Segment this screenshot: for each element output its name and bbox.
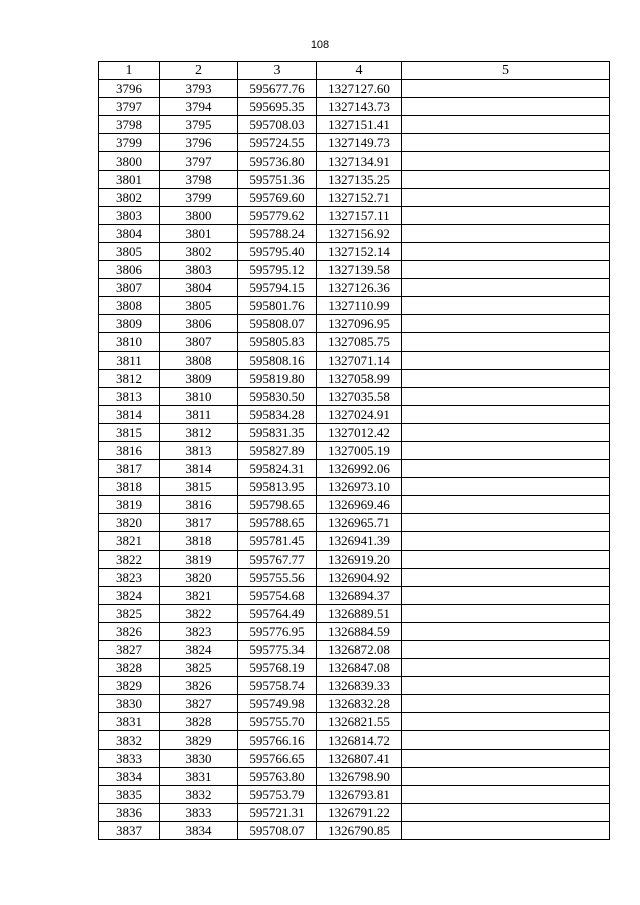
table-cell: [402, 98, 610, 116]
table-cell: 595824.31: [238, 460, 317, 478]
table-cell: 3810: [99, 333, 160, 351]
table-cell: [402, 116, 610, 134]
table-row: [99, 586, 610, 604]
table-cell: [402, 460, 610, 478]
table-cell: 3809: [160, 369, 238, 387]
table-cell: 595827.89: [238, 441, 317, 459]
table-cell: 3803: [160, 261, 238, 279]
table-row: [99, 261, 610, 279]
table-cell: 3804: [99, 224, 160, 242]
table-cell: 3817: [99, 460, 160, 478]
table-cell: 3819: [99, 496, 160, 514]
table-cell: [402, 604, 610, 622]
table-cell: [402, 333, 610, 351]
table-cell: 595763.80: [238, 767, 317, 785]
table-cell: 3807: [99, 279, 160, 297]
table-cell: 3823: [99, 568, 160, 586]
table-cell: 1327110.99: [317, 297, 402, 315]
table-cell: 595708.07: [238, 821, 317, 839]
table-cell: [402, 387, 610, 405]
table-header: [99, 62, 610, 80]
table-cell: 595769.60: [238, 188, 317, 206]
table-cell: 595751.36: [238, 170, 317, 188]
table-cell: [402, 821, 610, 839]
table-cell: 3809: [99, 315, 160, 333]
column-header: 2: [160, 62, 238, 80]
table-row: [99, 242, 610, 260]
table-cell: [402, 170, 610, 188]
table-cell: 1327058.99: [317, 369, 402, 387]
table-cell: 1327012.42: [317, 423, 402, 441]
table-row: [99, 152, 610, 170]
table-cell: [402, 550, 610, 568]
table-row: [99, 188, 610, 206]
table-cell: 3821: [99, 532, 160, 550]
table-cell: 1327157.11: [317, 206, 402, 224]
table-cell: [402, 749, 610, 767]
table-cell: 595695.35: [238, 98, 317, 116]
table-cell: 3820: [99, 514, 160, 532]
table-cell: 3834: [160, 821, 238, 839]
table-row: [99, 224, 610, 242]
table-cell: 1326821.55: [317, 713, 402, 731]
table-cell: 595708.03: [238, 116, 317, 134]
table-cell: [402, 677, 610, 695]
table-cell: 1326894.37: [317, 586, 402, 604]
table-row: [99, 98, 610, 116]
table-cell: [402, 423, 610, 441]
table-row: [99, 315, 610, 333]
table-cell: 3814: [160, 460, 238, 478]
table-row: [99, 659, 610, 677]
table-cell: 595766.65: [238, 749, 317, 767]
table-row: [99, 550, 610, 568]
table-cell: 595764.49: [238, 604, 317, 622]
table-cell: 3826: [99, 622, 160, 640]
table-cell: 1327024.91: [317, 405, 402, 423]
table-cell: 3796: [160, 134, 238, 152]
table-cell: 3818: [160, 532, 238, 550]
table-cell: 595805.83: [238, 333, 317, 351]
table-cell: 3825: [160, 659, 238, 677]
header-row: [99, 62, 610, 80]
table-cell: 3805: [99, 242, 160, 260]
table-cell: 3813: [99, 387, 160, 405]
table-cell: 3827: [160, 695, 238, 713]
table-cell: 1326839.33: [317, 677, 402, 695]
table-row: [99, 80, 610, 98]
table-body: [99, 80, 610, 840]
table-cell: 3834: [99, 767, 160, 785]
table-cell: 1326790.85: [317, 821, 402, 839]
table-cell: 3832: [160, 785, 238, 803]
table-cell: 595801.76: [238, 297, 317, 315]
table-cell: 3817: [160, 514, 238, 532]
table-cell: 1326814.72: [317, 731, 402, 749]
table-row: [99, 532, 610, 550]
table-cell: 595768.19: [238, 659, 317, 677]
table-cell: [402, 134, 610, 152]
table-cell: 3831: [160, 767, 238, 785]
table-row: [99, 731, 610, 749]
table-cell: 595775.34: [238, 641, 317, 659]
table-cell: 3821: [160, 586, 238, 604]
table-cell: 1327156.92: [317, 224, 402, 242]
table-cell: 595766.16: [238, 731, 317, 749]
table-row: [99, 460, 610, 478]
table-cell: 3813: [160, 441, 238, 459]
table-row: [99, 641, 610, 659]
coordinates-table: [98, 61, 610, 840]
table-cell: 595779.62: [238, 206, 317, 224]
table-row: [99, 405, 610, 423]
table-row: [99, 713, 610, 731]
table-row: [99, 821, 610, 839]
table-cell: 1327139.58: [317, 261, 402, 279]
table-cell: 3803: [99, 206, 160, 224]
table-cell: 595781.45: [238, 532, 317, 550]
table-cell: 3795: [160, 116, 238, 134]
table-cell: 3814: [99, 405, 160, 423]
table-cell: 595819.80: [238, 369, 317, 387]
table-cell: [402, 785, 610, 803]
table-cell: 3800: [99, 152, 160, 170]
table-cell: 1327127.60: [317, 80, 402, 98]
table-cell: 3810: [160, 387, 238, 405]
table-cell: 3816: [99, 441, 160, 459]
table-cell: 1326992.06: [317, 460, 402, 478]
table-cell: [402, 80, 610, 98]
table-cell: [402, 405, 610, 423]
table-cell: 1326969.46: [317, 496, 402, 514]
column-header: 4: [317, 62, 402, 80]
table-cell: [402, 441, 610, 459]
table-cell: 3799: [99, 134, 160, 152]
table-cell: 595754.68: [238, 586, 317, 604]
table-cell: 3797: [99, 98, 160, 116]
table-cell: 3825: [99, 604, 160, 622]
table-row: [99, 206, 610, 224]
table-cell: 595834.28: [238, 405, 317, 423]
table-cell: 3806: [99, 261, 160, 279]
table-cell: 1326965.71: [317, 514, 402, 532]
table-cell: [402, 261, 610, 279]
table-row: [99, 279, 610, 297]
table-cell: 3802: [99, 188, 160, 206]
table-cell: 1327143.73: [317, 98, 402, 116]
table-cell: 3828: [160, 713, 238, 731]
table-cell: 1327152.14: [317, 242, 402, 260]
table-cell: 1326973.10: [317, 478, 402, 496]
table-cell: 3806: [160, 315, 238, 333]
table-row: [99, 134, 610, 152]
table-cell: 3811: [99, 351, 160, 369]
table-cell: 1327005.19: [317, 441, 402, 459]
table-cell: 595749.98: [238, 695, 317, 713]
table-cell: 595758.74: [238, 677, 317, 695]
table-cell: [402, 279, 610, 297]
table-cell: 3827: [99, 641, 160, 659]
table-cell: 3804: [160, 279, 238, 297]
table-row: [99, 333, 610, 351]
table-cell: 3837: [99, 821, 160, 839]
table-cell: 3801: [160, 224, 238, 242]
table-cell: 3816: [160, 496, 238, 514]
table-cell: 3797: [160, 152, 238, 170]
table-cell: 595808.16: [238, 351, 317, 369]
table-cell: 595776.95: [238, 622, 317, 640]
table-cell: 1327152.71: [317, 188, 402, 206]
table-cell: 3799: [160, 188, 238, 206]
table-cell: 595721.31: [238, 803, 317, 821]
table-cell: 3828: [99, 659, 160, 677]
table-cell: 1327085.75: [317, 333, 402, 351]
table-cell: [402, 152, 610, 170]
table-cell: 3830: [160, 749, 238, 767]
table-cell: [402, 369, 610, 387]
table-cell: 595677.76: [238, 80, 317, 98]
table-cell: [402, 242, 610, 260]
page-number: 108: [310, 39, 330, 51]
table-cell: 3829: [160, 731, 238, 749]
table-cell: [402, 586, 610, 604]
table-cell: [402, 622, 610, 640]
table-cell: 3819: [160, 550, 238, 568]
table-cell: 1326904.92: [317, 568, 402, 586]
table-cell: 3811: [160, 405, 238, 423]
table-cell: 3835: [99, 785, 160, 803]
table-row: [99, 622, 610, 640]
table-cell: 3793: [160, 80, 238, 98]
table-cell: 1326847.08: [317, 659, 402, 677]
table-cell: 3822: [99, 550, 160, 568]
table-cell: 3829: [99, 677, 160, 695]
table-cell: [402, 514, 610, 532]
table-row: [99, 767, 610, 785]
table-cell: 1326793.81: [317, 785, 402, 803]
table-cell: 1327149.73: [317, 134, 402, 152]
table-cell: 3801: [99, 170, 160, 188]
table-cell: 3832: [99, 731, 160, 749]
table-cell: 595795.40: [238, 242, 317, 260]
table-cell: [402, 568, 610, 586]
table-cell: [402, 478, 610, 496]
table-cell: 3818: [99, 478, 160, 496]
column-header: 5: [402, 62, 610, 80]
table-cell: [402, 351, 610, 369]
table-cell: 595794.15: [238, 279, 317, 297]
table-row: [99, 423, 610, 441]
table-cell: 1327096.95: [317, 315, 402, 333]
table-cell: 595755.56: [238, 568, 317, 586]
table-row: [99, 116, 610, 134]
table-cell: 1326798.90: [317, 767, 402, 785]
table-cell: [402, 659, 610, 677]
table-cell: 3796: [99, 80, 160, 98]
table-cell: [402, 496, 610, 514]
table-cell: 595830.50: [238, 387, 317, 405]
table-cell: 595795.12: [238, 261, 317, 279]
table-cell: 3836: [99, 803, 160, 821]
table-cell: 1327035.58: [317, 387, 402, 405]
table-cell: [402, 188, 610, 206]
table-cell: 3805: [160, 297, 238, 315]
table-row: [99, 604, 610, 622]
table-cell: 1326884.59: [317, 622, 402, 640]
table-cell: 3802: [160, 242, 238, 260]
table-cell: [402, 641, 610, 659]
table-cell: 3823: [160, 622, 238, 640]
table-cell: 3812: [160, 423, 238, 441]
table-cell: [402, 224, 610, 242]
table-cell: 595755.70: [238, 713, 317, 731]
table-row: [99, 170, 610, 188]
table-row: [99, 749, 610, 767]
table-cell: 1326919.20: [317, 550, 402, 568]
table-row: [99, 677, 610, 695]
table-row: [99, 351, 610, 369]
table-row: [99, 478, 610, 496]
table-cell: 3798: [99, 116, 160, 134]
table-cell: 1326807.41: [317, 749, 402, 767]
table-cell: 3812: [99, 369, 160, 387]
table-cell: 3807: [160, 333, 238, 351]
table-cell: [402, 297, 610, 315]
table-row: [99, 695, 610, 713]
table-cell: 3822: [160, 604, 238, 622]
table-cell: 1326832.28: [317, 695, 402, 713]
table-row: [99, 803, 610, 821]
table-cell: 3798: [160, 170, 238, 188]
table-cell: 3815: [99, 423, 160, 441]
table-cell: [402, 532, 610, 550]
table-cell: 3833: [99, 749, 160, 767]
table-cell: 1327071.14: [317, 351, 402, 369]
table-cell: 3831: [99, 713, 160, 731]
table-cell: 3824: [160, 641, 238, 659]
table-cell: 3820: [160, 568, 238, 586]
table-cell: [402, 206, 610, 224]
table-cell: [402, 695, 610, 713]
table-row: [99, 369, 610, 387]
table-cell: 595767.77: [238, 550, 317, 568]
column-header: 3: [238, 62, 317, 80]
table-cell: [402, 713, 610, 731]
table-cell: 3830: [99, 695, 160, 713]
table-cell: [402, 315, 610, 333]
table-cell: 595813.95: [238, 478, 317, 496]
table-row: [99, 785, 610, 803]
table-cell: 595788.65: [238, 514, 317, 532]
table-cell: 1326791.22: [317, 803, 402, 821]
column-header: 1: [99, 62, 160, 80]
table-cell: [402, 803, 610, 821]
table-cell: 1326941.39: [317, 532, 402, 550]
table-cell: 3833: [160, 803, 238, 821]
table-cell: 3808: [160, 351, 238, 369]
table-cell: 595753.79: [238, 785, 317, 803]
table-cell: 595798.65: [238, 496, 317, 514]
table-cell: 3800: [160, 206, 238, 224]
table-row: [99, 496, 610, 514]
table-cell: 3824: [99, 586, 160, 604]
table-row: [99, 514, 610, 532]
table-cell: 595831.35: [238, 423, 317, 441]
table-cell: 1326889.51: [317, 604, 402, 622]
table-cell: 595736.80: [238, 152, 317, 170]
table-cell: 3808: [99, 297, 160, 315]
table-row: [99, 387, 610, 405]
table-row: [99, 297, 610, 315]
table-cell: 1327151.41: [317, 116, 402, 134]
table-cell: 1327134.91: [317, 152, 402, 170]
table-cell: 3826: [160, 677, 238, 695]
table-row: [99, 441, 610, 459]
table-cell: 3794: [160, 98, 238, 116]
table-cell: 1326872.08: [317, 641, 402, 659]
table-cell: [402, 767, 610, 785]
table-cell: 595788.24: [238, 224, 317, 242]
table-cell: 1327135.25: [317, 170, 402, 188]
table-cell: 595808.07: [238, 315, 317, 333]
table-row: [99, 568, 610, 586]
table-cell: 1327126.36: [317, 279, 402, 297]
table-cell: 595724.55: [238, 134, 317, 152]
table-cell: [402, 731, 610, 749]
table-cell: 3815: [160, 478, 238, 496]
